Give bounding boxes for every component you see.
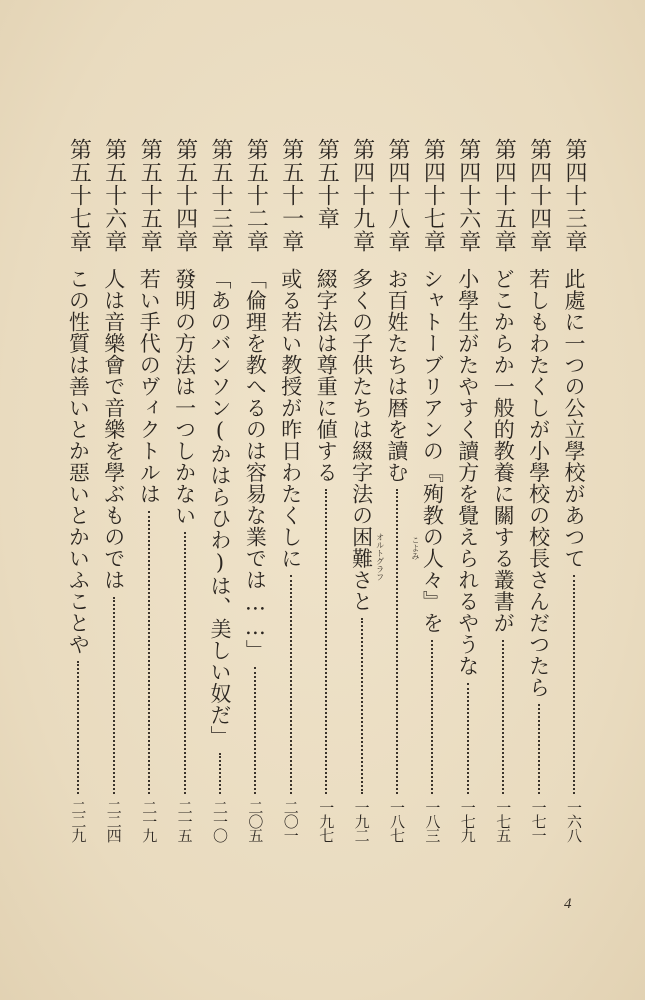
chapter-page-number: 一七五 [494,800,513,842]
chapter-title: 綴字法は尊重に値する [314,268,339,483]
chapter-label: 第五十五章 [137,138,163,253]
ruby-annotation: こよみ [411,536,420,560]
chapter-page-number: 一七一 [529,800,548,842]
chapter-title: 若しもわたくしが小學校の校長さんだつたら [526,268,551,698]
chapter-title: お百姓たちは暦を讀む [385,268,409,483]
chapter-page-number: 二一〇 [211,800,229,842]
chapter-title: 發明の方法は一つしかない [172,268,197,526]
chapter-label: 第四十九章 [349,138,375,253]
chapter-label: 第四十六章 [455,138,481,253]
toc-entry[interactable] [203,138,237,858]
dot-leader [431,640,435,794]
chapter-label: 第五十一章 [278,138,304,253]
chapter-page-number: 一六八 [565,800,583,842]
toc-entry[interactable] [415,138,449,858]
toc-entry[interactable] [486,138,520,858]
page-number: 4 [564,896,572,912]
dot-leader [219,753,223,794]
chapter-page-number: 二〇一 [281,800,300,842]
chapter-page-number: 一九七 [317,800,336,842]
dot-leader [538,704,542,794]
chapter-label: 第四十七章 [420,138,446,253]
chapter-title: どこからか一般的教養に關する叢書が [491,268,516,634]
toc-entry[interactable] [380,138,420,858]
chapter-label: 第四十四章 [526,138,552,253]
chapter-label: 第五十三章 [208,138,233,253]
dot-leader [290,575,294,794]
toc-entry[interactable] [61,138,95,858]
chapter-title: 「あのバンソン(かはらひわ)は、美しい奴だ」 [208,268,232,747]
dot-leader [113,597,117,794]
toc-entry[interactable] [345,138,385,858]
dot-leader [502,640,506,794]
toc-entry[interactable] [557,138,591,858]
chapter-title: 若い手代のヴィクトルは [137,268,162,505]
chapter-label: 第四十三章 [562,138,587,253]
chapter-page-number: 二〇五 [246,800,265,842]
dot-leader [325,489,329,794]
chapter-page-number: 二二四 [104,800,123,842]
chapter-title: 人は音樂會で音樂を學ぶものでは [101,268,126,591]
chapter-title: シャトーブリアンの『殉教の人々』を [420,268,445,634]
ruby-annotation: オルトグラフ [375,533,385,581]
chapter-title: この性質は善いとか惡いとかいふことや [66,268,91,655]
toc-entry[interactable] [274,138,308,858]
chapter-label: 第五十章 [314,138,340,230]
chapter-page-number: 一八三 [423,800,442,842]
chapter-label: 第五十四章 [172,138,198,253]
chapter-title: 「倫理を教へるのは容易な業では……」 [243,268,268,661]
toc-entry[interactable] [451,138,485,858]
toc-entry[interactable] [168,138,202,858]
chapter-page-number: 二一五 [175,800,194,842]
chapter-title: 多くの子供たちは綴字法の困難さと [349,268,374,612]
dot-leader [77,661,81,794]
chapter-page-number: 二二九 [69,800,88,842]
chapter-label: 第四十八章 [385,138,410,253]
chapter-label: 第五十二章 [243,138,269,253]
toc-entry[interactable] [522,138,556,858]
dot-leader [254,667,258,794]
dot-leader [396,489,400,794]
chapter-page-number: 二一九 [140,800,159,842]
chapter-label: 第五十七章 [66,138,92,253]
chapter-page-number: 一九二 [352,800,371,842]
toc-entry[interactable] [238,138,272,858]
chapter-label: 第四十五章 [491,138,517,253]
dot-leader [467,683,471,794]
dot-leader [184,532,188,794]
dot-leader [148,511,152,794]
chapter-title: 小學生がたやすく讀方を覺えられるやうな [455,268,480,677]
chapter-title: 或る若い教授が昨日わたくしに [278,268,303,569]
chapter-title: 此處に一つの公立學校があつて [562,268,586,569]
chapter-page-number: 一七九 [458,800,477,842]
chapter-page-number: 一八七 [388,800,406,842]
dot-leader [361,618,365,794]
toc-entry[interactable] [97,138,131,858]
toc-entry[interactable] [132,138,166,858]
chapter-label: 第五十六章 [101,138,127,253]
dot-leader [573,575,577,794]
toc-entry[interactable] [309,138,343,858]
